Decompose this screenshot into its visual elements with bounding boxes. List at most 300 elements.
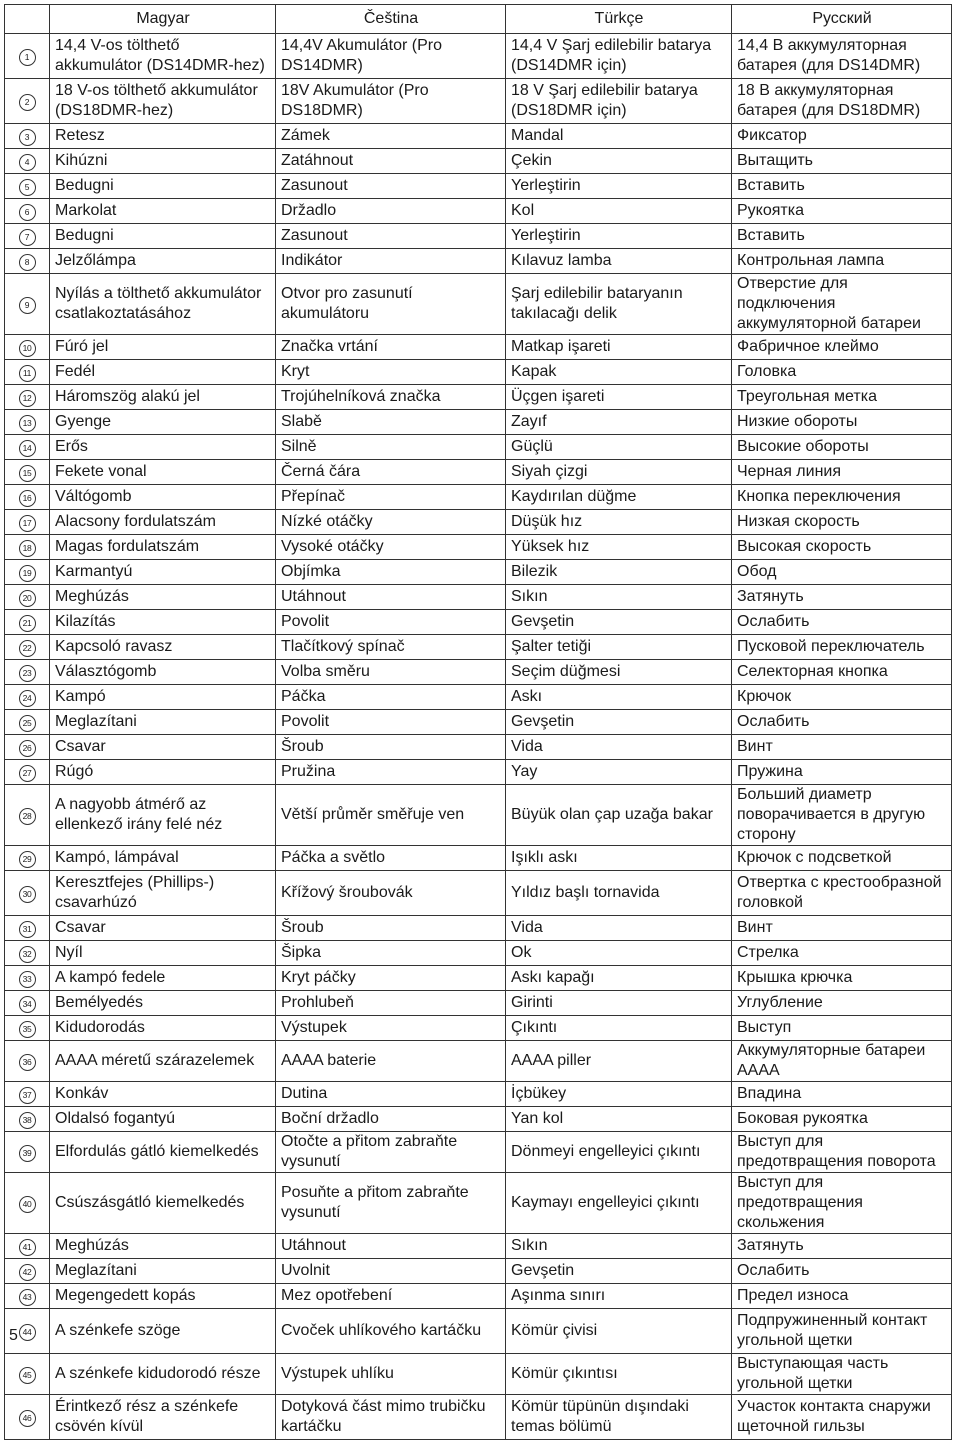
cell-turkish: Mandal [506, 124, 732, 149]
table-row [5, 1309, 952, 1354]
row-number: 34 [19, 996, 36, 1013]
table-row [5, 941, 952, 966]
cell-turkish: Matkap işareti [506, 335, 732, 360]
row-number-cell [5, 1284, 50, 1309]
row-number-cell [5, 1132, 50, 1173]
cell-hungarian: Elfordulás gátló kiemelkedés [50, 1132, 276, 1173]
table-row [5, 249, 952, 274]
row-number-cell [5, 585, 50, 610]
cell-russian: Головка [732, 360, 952, 385]
cell-turkish: Kömür çıkıntısı [506, 1354, 732, 1395]
cell-hungarian: Oldalsó fogantyú [50, 1107, 276, 1132]
cell-turkish: Kapak [506, 360, 732, 385]
table-row [5, 149, 952, 174]
cell-czech: Prohlubeň [276, 991, 506, 1016]
row-number: 46 [19, 1410, 36, 1427]
cell-turkish: Sıkın [506, 585, 732, 610]
cell-hungarian: Meglazítani [50, 1259, 276, 1284]
cell-czech: Zasunout [276, 224, 506, 249]
cell-russian: Винт [732, 735, 952, 760]
row-number: 32 [19, 946, 36, 963]
cell-turkish: Yan kol [506, 1107, 732, 1132]
row-number-cell [5, 871, 50, 916]
row-number: 20 [19, 590, 36, 607]
row-number-cell [5, 199, 50, 224]
cell-hungarian: Kampó, lámpával [50, 846, 276, 871]
cell-czech: Slabě [276, 410, 506, 435]
table-row [5, 1173, 952, 1234]
cell-turkish: Kol [506, 199, 732, 224]
row-number: 42 [19, 1264, 36, 1281]
cell-turkish: Siyah çizgi [506, 460, 732, 485]
cell-russian: Кнопка переключения [732, 485, 952, 510]
cell-russian: Затянуть [732, 585, 952, 610]
cell-czech: Zasunout [276, 174, 506, 199]
cell-czech: Mez opotřebení [276, 1284, 506, 1309]
cell-turkish: Seçim düğmesi [506, 660, 732, 685]
cell-russian: Затянуть [732, 1234, 952, 1259]
table-row [5, 1107, 952, 1132]
cell-turkish: Zayıf [506, 410, 732, 435]
cell-czech: Výstupek uhlíku [276, 1354, 506, 1395]
table-row [5, 174, 952, 199]
cell-turkish: Aşınma sınırı [506, 1284, 732, 1309]
cell-turkish: Kılavuz lamba [506, 249, 732, 274]
cell-czech: Páčka [276, 685, 506, 710]
cell-hungarian: Alacsony fordulatszám [50, 510, 276, 535]
cell-russian: Рукоятка [732, 199, 952, 224]
row-number: 17 [19, 515, 36, 532]
row-number-cell [5, 460, 50, 485]
row-number: 29 [19, 851, 36, 868]
row-number: 24 [19, 690, 36, 707]
cell-hungarian: Jelzőlámpa [50, 249, 276, 274]
cell-russian: Предел износа [732, 1284, 952, 1309]
cell-turkish: Dönmeyi engelleyici çıkıntı [506, 1132, 732, 1173]
table-row [5, 1395, 952, 1440]
cell-hungarian: Fekete vonal [50, 460, 276, 485]
cell-hungarian: Bedugni [50, 224, 276, 249]
table-row [5, 846, 952, 871]
cell-russian: Ослабить [732, 1259, 952, 1284]
row-number: 38 [19, 1112, 36, 1129]
cell-turkish: Sıkın [506, 1234, 732, 1259]
cell-czech: 18V Akumulátor (Pro DS18DMR) [276, 79, 506, 124]
cell-turkish: Işıklı askı [506, 846, 732, 871]
row-number: 40 [19, 1196, 36, 1213]
glossary-table [4, 4, 952, 1440]
cell-turkish: Vida [506, 735, 732, 760]
row-number-cell [5, 249, 50, 274]
cell-russian: Углубление [732, 991, 952, 1016]
cell-turkish: Çıkıntı [506, 1016, 732, 1041]
cell-russian: Выступ для предотвращения скольжения [732, 1173, 952, 1234]
row-number: 30 [19, 886, 36, 903]
row-number: 31 [19, 921, 36, 938]
row-number: 25 [19, 715, 36, 732]
table-row [5, 685, 952, 710]
row-number-cell [5, 991, 50, 1016]
cell-hungarian: 18 V-os tölthető akkumulátor (DS18DMR-hez) [50, 79, 276, 124]
cell-czech: Páčka a světlo [276, 846, 506, 871]
cell-hungarian: Kidudorodás [50, 1016, 276, 1041]
row-number: 39 [19, 1145, 36, 1162]
cell-czech: Výstupek [276, 1016, 506, 1041]
cell-hungarian: Bedugni [50, 174, 276, 199]
row-number-cell [5, 510, 50, 535]
cell-hungarian: Nyílás a tölthető akkumulátor csatlakoztatásához [50, 274, 276, 335]
cell-hungarian: Megengedett kopás [50, 1284, 276, 1309]
row-number-cell [5, 485, 50, 510]
row-number: 11 [19, 365, 36, 382]
cell-russian: Крышка крючка [732, 966, 952, 991]
row-number-cell [5, 335, 50, 360]
row-number: 10 [19, 340, 36, 357]
cell-hungarian: Nyíl [50, 941, 276, 966]
cell-turkish: Bilezik [506, 560, 732, 585]
cell-hungarian: Csúszásgátló kiemelkedés [50, 1173, 276, 1234]
cell-hungarian: A szénkefe szöge [50, 1309, 276, 1354]
row-number-cell [5, 124, 50, 149]
cell-czech: Posuňte a přitom zabraňte vysunutí [276, 1173, 506, 1234]
cell-czech: Šipka [276, 941, 506, 966]
row-number: 19 [19, 565, 36, 582]
cell-czech: Zatáhnout [276, 149, 506, 174]
row-number: 27 [19, 765, 36, 782]
cell-russian: Больший диаметр поворачивается в другую сторону [732, 785, 952, 846]
cell-russian: Вытащить [732, 149, 952, 174]
cell-turkish: Askı [506, 685, 732, 710]
cell-turkish: Kaymayı engelleyici çıkıntı [506, 1173, 732, 1234]
cell-czech: Objímka [276, 560, 506, 585]
row-number: 15 [19, 465, 36, 482]
cell-russian: Винт [732, 916, 952, 941]
row-number-cell [5, 410, 50, 435]
row-number-cell [5, 941, 50, 966]
table-row [5, 274, 952, 335]
cell-czech: Cvoček uhlíkového kartáčku [276, 1309, 506, 1354]
cell-czech: Kryt páčky [276, 966, 506, 991]
row-number-cell [5, 535, 50, 560]
row-number-cell [5, 1395, 50, 1440]
table-row [5, 385, 952, 410]
cell-russian: Черная линия [732, 460, 952, 485]
row-number-cell [5, 1354, 50, 1395]
cell-hungarian: Érintkező rész a szénkefe csövén kívül [50, 1395, 276, 1440]
table-row [5, 916, 952, 941]
row-number: 41 [19, 1239, 36, 1256]
row-number: 33 [19, 971, 36, 988]
cell-hungarian: Fúró jel [50, 335, 276, 360]
cell-czech: Vysoké otáčky [276, 535, 506, 560]
row-number: 7 [19, 229, 36, 246]
row-number: 6 [19, 204, 36, 221]
table-row [5, 735, 952, 760]
cell-turkish: Şarj edilebilir bataryanın takılacağı delik [506, 274, 732, 335]
row-number: 22 [19, 640, 36, 657]
cell-czech: Volba směru [276, 660, 506, 685]
row-number: 21 [19, 615, 36, 632]
cell-russian: Впадина [732, 1082, 952, 1107]
cell-turkish: Büyük olan çap uzağa bakar [506, 785, 732, 846]
table-row [5, 560, 952, 585]
cell-russian: 18 В аккумуляторная батарея (для DS18DMR) [732, 79, 952, 124]
table-row [5, 610, 952, 635]
page-number: 5 [9, 1327, 18, 1344]
cell-turkish: İçbükey [506, 1082, 732, 1107]
row-number: 3 [19, 129, 36, 146]
cell-turkish: AAAA piller [506, 1041, 732, 1082]
cell-hungarian: Bemélyedés [50, 991, 276, 1016]
cell-turkish: Yay [506, 760, 732, 785]
row-number-cell [5, 916, 50, 941]
cell-czech: Šroub [276, 916, 506, 941]
row-number: 43 [19, 1289, 36, 1306]
table-row [5, 485, 952, 510]
row-number-cell [5, 79, 50, 124]
cell-russian: Выступ для предотвращения поворота [732, 1132, 952, 1173]
cell-czech: Kryt [276, 360, 506, 385]
cell-turkish: Gevşetin [506, 710, 732, 735]
header-hungarian: Magyar [50, 5, 276, 34]
cell-turkish: Şalter tetiği [506, 635, 732, 660]
row-number: 28 [19, 808, 36, 825]
glossary-body [5, 34, 952, 1440]
cell-russian: Боковая рукоятка [732, 1107, 952, 1132]
cell-russian: Высокие обороты [732, 435, 952, 460]
table-row [5, 79, 952, 124]
cell-turkish: 18 V Şarj edilebilir batarya (DS18DMR için) [506, 79, 732, 124]
row-number-cell [5, 274, 50, 335]
cell-turkish: Gevşetin [506, 1259, 732, 1284]
row-number-cell [5, 1107, 50, 1132]
cell-czech: Dutina [276, 1082, 506, 1107]
cell-hungarian: Markolat [50, 199, 276, 224]
cell-czech: Značka vrtání [276, 335, 506, 360]
table-row [5, 435, 952, 460]
cell-czech: Utáhnout [276, 585, 506, 610]
cell-hungarian: Kilazítás [50, 610, 276, 635]
cell-russian: Обод [732, 560, 952, 585]
cell-czech: Pružina [276, 760, 506, 785]
row-number-cell [5, 966, 50, 991]
cell-turkish: Gevşetin [506, 610, 732, 635]
row-number: 4 [19, 154, 36, 171]
cell-hungarian: A kampó fedele [50, 966, 276, 991]
row-number-cell [5, 846, 50, 871]
cell-turkish: Üçgen işareti [506, 385, 732, 410]
cell-russian: Контрольная лампа [732, 249, 952, 274]
row-number-cell [5, 1041, 50, 1082]
cell-russian: Пусковой переключатель [732, 635, 952, 660]
cell-russian: Треугольная метка [732, 385, 952, 410]
cell-czech: Větší průměr směřuje ven [276, 785, 506, 846]
table-row [5, 535, 952, 560]
row-number: 5 [19, 179, 36, 196]
table-row [5, 871, 952, 916]
table-row [5, 660, 952, 685]
cell-hungarian: Háromszög alakú jel [50, 385, 276, 410]
row-number: 1 [19, 49, 36, 66]
cell-turkish: Yüksek hız [506, 535, 732, 560]
row-number: 13 [19, 415, 36, 432]
table-row [5, 335, 952, 360]
cell-hungarian: Erős [50, 435, 276, 460]
cell-russian: Выступ [732, 1016, 952, 1041]
cell-hungarian: Retesz [50, 124, 276, 149]
cell-russian: Отверстие для подключения аккумуляторной батареи [732, 274, 952, 335]
cell-hungarian: Konkáv [50, 1082, 276, 1107]
cell-russian: Низкие обороты [732, 410, 952, 435]
row-number-cell [5, 360, 50, 385]
cell-turkish: Kömür tüpünün dışındaki temas bölümü [506, 1395, 732, 1440]
cell-czech: Indikátor [276, 249, 506, 274]
cell-czech: Černá čára [276, 460, 506, 485]
cell-russian: Пружина [732, 760, 952, 785]
cell-russian: Высокая скорость [732, 535, 952, 560]
row-number-cell [5, 710, 50, 735]
cell-russian: Отвертка с крестообразной головкой [732, 871, 952, 916]
cell-russian: Крючок с подсветкой [732, 846, 952, 871]
row-number-cell [5, 1234, 50, 1259]
row-number: 9 [19, 297, 36, 314]
row-number: 2 [19, 94, 36, 111]
row-number-cell [5, 760, 50, 785]
cell-russian: Вставить [732, 174, 952, 199]
row-number-cell [5, 735, 50, 760]
cell-czech: Otočte a přitom zabraňte vysunutí [276, 1132, 506, 1173]
cell-russian: Ослабить [732, 610, 952, 635]
table-row [5, 1082, 952, 1107]
row-number-cell [5, 610, 50, 635]
table-row [5, 635, 952, 660]
row-number: 26 [19, 740, 36, 757]
row-number: 18 [19, 540, 36, 557]
table-row [5, 991, 952, 1016]
cell-russian: Фабричное клеймо [732, 335, 952, 360]
cell-russian: Стрелка [732, 941, 952, 966]
row-number: 35 [19, 1021, 36, 1038]
row-number: 36 [19, 1054, 36, 1071]
cell-hungarian: Választógomb [50, 660, 276, 685]
cell-turkish: Yerleştirin [506, 224, 732, 249]
cell-czech: Silně [276, 435, 506, 460]
row-number-cell [5, 560, 50, 585]
cell-turkish: Yıldız başlı tornavida [506, 871, 732, 916]
cell-hungarian: A szénkefe kidudorodó része [50, 1354, 276, 1395]
cell-turkish: Yerleştirin [506, 174, 732, 199]
header-czech: Čeština [276, 5, 506, 34]
row-number-cell [5, 1259, 50, 1284]
cell-hungarian: Meglazítani [50, 710, 276, 735]
cell-turkish: Askı kapağı [506, 966, 732, 991]
cell-russian: Подпружиненный контакт угольной щетки [732, 1309, 952, 1354]
row-number-cell [5, 34, 50, 79]
table-row [5, 1041, 952, 1082]
cell-hungarian: AAAA méretű szárazelemek [50, 1041, 276, 1082]
cell-hungarian: Csavar [50, 916, 276, 941]
table-row [5, 585, 952, 610]
row-number: 14 [19, 440, 36, 457]
cell-hungarian: Gyenge [50, 410, 276, 435]
cell-hungarian: Kampó [50, 685, 276, 710]
cell-czech: Tlačítkový spínač [276, 635, 506, 660]
table-row [5, 1259, 952, 1284]
cell-czech: Boční držadlo [276, 1107, 506, 1132]
cell-turkish: Güçlü [506, 435, 732, 460]
cell-turkish: Ok [506, 941, 732, 966]
cell-czech: Uvolnit [276, 1259, 506, 1284]
cell-czech: Držadlo [276, 199, 506, 224]
row-number-cell [5, 685, 50, 710]
cell-turkish: Vida [506, 916, 732, 941]
cell-hungarian: Rúgó [50, 760, 276, 785]
cell-russian: Участок контакта снаружи щеточной гильзы [732, 1395, 952, 1440]
cell-turkish: Düşük hız [506, 510, 732, 535]
row-number: 44 [19, 1324, 36, 1341]
cell-hungarian: Meghúzás [50, 1234, 276, 1259]
cell-czech: Šroub [276, 735, 506, 760]
row-number-cell [5, 149, 50, 174]
cell-hungarian: Váltógomb [50, 485, 276, 510]
cell-russian: Низкая скорость [732, 510, 952, 535]
cell-hungarian: Keresztfejes (Phillips-) csavarhúzó [50, 871, 276, 916]
row-number: 8 [19, 254, 36, 271]
table-row [5, 34, 952, 79]
row-number-cell [5, 660, 50, 685]
table-row [5, 760, 952, 785]
cell-turkish: Girinti [506, 991, 732, 1016]
cell-hungarian: Karmantyú [50, 560, 276, 585]
cell-hungarian: Csavar [50, 735, 276, 760]
cell-russian: Селекторная кнопка [732, 660, 952, 685]
table-row [5, 1016, 952, 1041]
row-number-cell [5, 1173, 50, 1234]
cell-czech: Zámek [276, 124, 506, 149]
row-number-cell [5, 224, 50, 249]
row-number-cell [5, 635, 50, 660]
cell-czech: Otvor pro zasunutí akumulátoru [276, 274, 506, 335]
cell-turkish: Kaydırılan düğme [506, 485, 732, 510]
cell-russian: Вставить [732, 224, 952, 249]
cell-czech: 14,4V Akumulátor (Pro DS14DMR) [276, 34, 506, 79]
table-row [5, 966, 952, 991]
cell-hungarian: Fedél [50, 360, 276, 385]
cell-czech: Utáhnout [276, 1234, 506, 1259]
table-row [5, 510, 952, 535]
table-row [5, 460, 952, 485]
row-number-cell [5, 1016, 50, 1041]
table-row [5, 199, 952, 224]
row-number-cell [5, 174, 50, 199]
cell-russian: Аккумуляторные батареи AAAA [732, 1041, 952, 1082]
table-row [5, 710, 952, 735]
cell-hungarian: Meghúzás [50, 585, 276, 610]
header-turkish: Türkçe [506, 5, 732, 34]
cell-hungarian: A nagyobb átmérő az ellenkező irány felé néz [50, 785, 276, 846]
cell-hungarian: Kihúzni [50, 149, 276, 174]
cell-russian: Выступающая часть угольной щетки [732, 1354, 952, 1395]
table-row [5, 785, 952, 846]
table-row [5, 224, 952, 249]
row-number-cell [5, 1082, 50, 1107]
cell-russian: Крючок [732, 685, 952, 710]
cell-turkish: 14,4 V Şarj edilebilir batarya (DS14DMR için) [506, 34, 732, 79]
row-number: 37 [19, 1087, 36, 1104]
header-number [5, 5, 50, 34]
cell-czech: Povolit [276, 610, 506, 635]
cell-turkish: Kömür çivisi [506, 1309, 732, 1354]
